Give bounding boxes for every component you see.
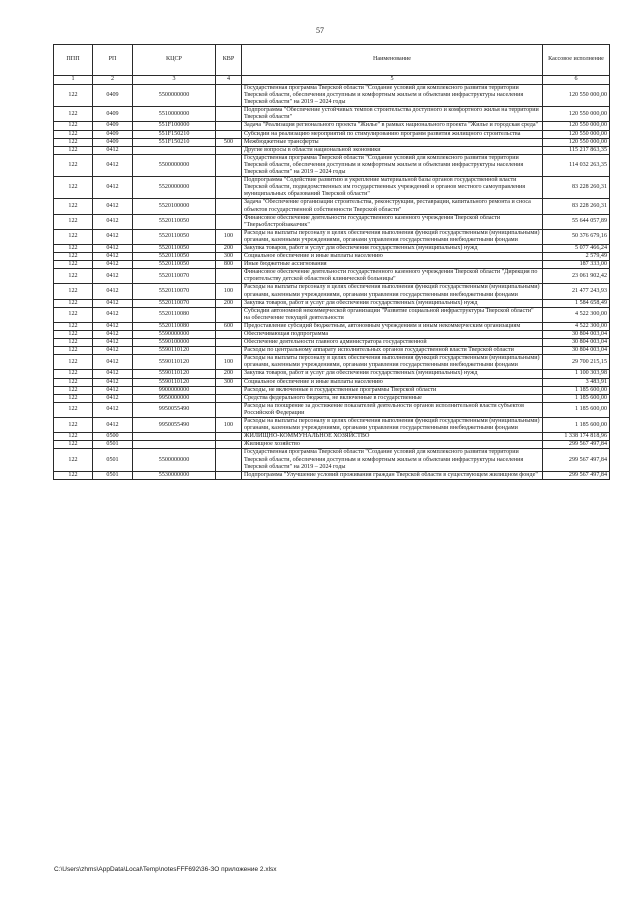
cell-kcsr: 5500000000 (133, 154, 216, 176)
table-row (54, 433, 610, 441)
cell-name: Субсидии на реализацию мероприятий по стимулированию программ развития жилищного строительства (242, 130, 543, 138)
cell-rp: 0412 (93, 331, 133, 339)
cell-amount: 120 550 000,00 (543, 130, 610, 138)
cell-kcsr: 5590110120 (133, 355, 216, 370)
table-row (54, 253, 610, 261)
cell-ppp: 122 (54, 269, 93, 284)
cell-kcsr: 5520110050 (133, 253, 216, 261)
cell-kcsr (133, 433, 216, 441)
budget-table (53, 44, 610, 480)
cell-amount: 83 228 260,31 (543, 199, 610, 214)
table-row (54, 471, 610, 479)
cell-amount: 4 522 300,00 (543, 322, 610, 330)
cell-kvr (216, 449, 242, 471)
cell-kcsr: 5590110120 (133, 378, 216, 386)
cell-name: Расходы на выплаты персоналу в целях обеспечения выполнения функций государственными (муниципальными) органами, казенными учреждениями, органами управления государственными внебюджетными фондами (242, 284, 543, 299)
cell-kcsr: 5500000000 (133, 85, 216, 107)
cell-kvr: 100 (216, 418, 242, 433)
cell-kvr: 600 (216, 322, 242, 330)
cell-amount: 29 700 215,15 (543, 355, 610, 370)
cell-kvr (216, 199, 242, 214)
cell-rp: 0412 (93, 386, 133, 394)
cell-kcsr: 5500000000 (133, 449, 216, 471)
cell-name: Социальное обеспечение и иные выплаты населению (242, 253, 543, 261)
cell-kcsr: 5520110080 (133, 322, 216, 330)
cell-amount: 30 804 003,04 (543, 347, 610, 355)
cell-name: Предоставление субсидий бюджетным, автономным учреждениям и иным некоммерческим организациям (242, 322, 543, 330)
table-row (54, 269, 610, 284)
cell-rp: 0412 (93, 299, 133, 307)
cell-amount: 299 567 497,84 (543, 441, 610, 449)
cell-kcsr: 551F150210 (133, 138, 216, 146)
table-row (54, 441, 610, 449)
cell-kcsr: 9950000000 (133, 394, 216, 402)
cell-ppp: 122 (54, 130, 93, 138)
table-row (54, 177, 610, 199)
cell-name: Закупка товаров, работ и услуг для обеспечения государственных (муниципальных) нужд (242, 299, 543, 307)
cell-amount: 2 579,49 (543, 253, 610, 261)
header-name: Наименование (242, 45, 543, 76)
cell-kvr (216, 122, 242, 130)
header-ppp: ППП (54, 45, 93, 76)
cell-ppp: 122 (54, 214, 93, 229)
cell-ppp: 122 (54, 85, 93, 107)
cell-kcsr: 551F150210 (133, 130, 216, 138)
cell-rp: 0412 (93, 284, 133, 299)
cell-kvr (216, 347, 242, 355)
cell-name: Обеспечивающая подпрограмма (242, 331, 543, 339)
cell-name: Финансовое обеспечение деятельности государственного казенного учреждения Тверской области "Тверьоблстройзаказчик" (242, 214, 543, 229)
table-row (54, 229, 610, 244)
cell-kcsr: 5520110050 (133, 229, 216, 244)
table-row (54, 378, 610, 386)
cell-amount: 120 550 000,00 (543, 85, 610, 107)
table-row (54, 244, 610, 252)
cell-kvr: 300 (216, 253, 242, 261)
cell-rp: 0500 (93, 433, 133, 441)
cell-kcsr: 551F100000 (133, 122, 216, 130)
cell-rp: 0412 (93, 199, 133, 214)
cell-name: Закупка товаров, работ и услуг для обеспечения государственных (муниципальных) нужд (242, 370, 543, 378)
page-number: 57 (316, 26, 324, 35)
cell-name: Иные бюджетные ассигнования (242, 261, 543, 269)
cell-amount: 120 550 000,00 (543, 138, 610, 146)
cell-rp: 0409 (93, 85, 133, 107)
cell-rp: 0412 (93, 418, 133, 433)
cell-name: Государственная программа Тверской области "Создание условий для комплексного развития территории Тверской области, обеспечения доступным и комфортным жильем и объектами инфраструктуры населения Тверской области" на 2019 – 2024 годы (242, 154, 543, 176)
cell-kvr (216, 85, 242, 107)
cell-ppp: 122 (54, 386, 93, 394)
table-row (54, 402, 610, 417)
cell-amount: 3 483,91 (543, 378, 610, 386)
cell-amount: 1 185 600,00 (543, 418, 610, 433)
table-row (54, 386, 610, 394)
cell-kvr: 200 (216, 299, 242, 307)
cell-kvr (216, 154, 242, 176)
cell-amount: 30 804 003,04 (543, 339, 610, 347)
cell-amount: 1 185 600,00 (543, 386, 610, 394)
cell-rp: 0412 (93, 394, 133, 402)
cell-kvr (216, 307, 242, 322)
cell-kvr: 500 (216, 138, 242, 146)
cell-ppp: 122 (54, 177, 93, 199)
cell-name: Расходы на выплаты персоналу в целях обеспечения выполнения функций государственными (муниципальными) органами, казенными учреждениями, органами управления государственными внебюджетными фондами (242, 418, 543, 433)
cell-kvr: 200 (216, 244, 242, 252)
table-row (54, 449, 610, 471)
cell-kvr (216, 402, 242, 417)
cell-name: Финансовое обеспечение деятельности государственного казенного учреждения Тверской области "Дирекция по строительству детской областной клинической больницы" (242, 269, 543, 284)
cell-kvr (216, 177, 242, 199)
cell-kcsr: 9900000000 (133, 386, 216, 394)
table-row (54, 299, 610, 307)
cell-name: Подпрограмма "Содействие развитию и укрепление материальной базы органов государственной власти Тверской области, подведомственных им государственных учреждений и органов местного самоуправления муниципальных образований Тверской области" (242, 177, 543, 199)
cell-amount: 1 100 303,98 (543, 370, 610, 378)
cell-ppp: 122 (54, 122, 93, 130)
cell-kvr: 100 (216, 229, 242, 244)
cell-amount: 1 338 174 818,96 (543, 433, 610, 441)
cell-ppp: 122 (54, 347, 93, 355)
cell-ppp: 122 (54, 433, 93, 441)
cell-amount: 1 185 600,00 (543, 402, 610, 417)
cell-rp: 0409 (93, 107, 133, 122)
cell-amount: 4 522 300,00 (543, 307, 610, 322)
cell-kcsr: 5520110050 (133, 214, 216, 229)
footer-file-path: C:\Users\zhms\AppData\Local\Temp\notesFFF692\36-ЗО приложение 2.xlsx (54, 866, 277, 873)
cell-kcsr: 5520110070 (133, 299, 216, 307)
cell-name: Подпрограмма "Обеспечение устойчивых темпов строительства доступного и комфортного жилья на территории Тверской области" (242, 107, 543, 122)
cell-rp: 0412 (93, 355, 133, 370)
cell-kvr (216, 107, 242, 122)
cell-kvr (216, 386, 242, 394)
cell-kcsr: 9950055490 (133, 402, 216, 417)
cell-ppp: 122 (54, 284, 93, 299)
table-row (54, 130, 610, 138)
table-row (54, 322, 610, 330)
cell-name: Расходы по центральному аппарату исполнительных органов государственной власти Тверской области (242, 347, 543, 355)
cell-rp: 0501 (93, 449, 133, 471)
cell-kvr: 200 (216, 370, 242, 378)
cell-amount: 299 567 497,84 (543, 471, 610, 479)
cell-rp: 0409 (93, 130, 133, 138)
cell-name: Расходы на поощрение за достижение показателей деятельности органов исполнительной власти субъектов Российской Федерации (242, 402, 543, 417)
table-row (54, 154, 610, 176)
cell-name: Другие вопросы в области национальной экономики (242, 146, 543, 154)
cell-name: Социальное обеспечение и иные выплаты населению (242, 378, 543, 386)
cell-kvr (216, 269, 242, 284)
cell-kvr: 800 (216, 261, 242, 269)
cell-rp: 0412 (93, 322, 133, 330)
table-row (54, 261, 610, 269)
cell-name: ЖИЛИЩНО-КОММУНАЛЬНОЕ ХОЗЯЙСТВО (242, 433, 543, 441)
cell-kcsr: 5520110050 (133, 244, 216, 252)
cell-ppp: 122 (54, 138, 93, 146)
cell-kcsr: 5510000000 (133, 107, 216, 122)
cell-kcsr (133, 441, 216, 449)
cell-ppp: 122 (54, 331, 93, 339)
cell-kvr (216, 394, 242, 402)
cell-kcsr (133, 146, 216, 154)
cell-rp: 0412 (93, 269, 133, 284)
cell-amount: 30 804 003,04 (543, 331, 610, 339)
cell-kcsr: 5530000000 (133, 471, 216, 479)
cell-name: Подпрограмма "Улучшение условий проживания граждан Тверской области в существующем жилищном фонде" (242, 471, 543, 479)
cell-amount: 114 032 263,35 (543, 154, 610, 176)
cell-kcsr: 5520110070 (133, 269, 216, 284)
cell-amount: 120 550 000,00 (543, 107, 610, 122)
cell-ppp: 122 (54, 322, 93, 330)
cell-amount: 83 228 260,31 (543, 177, 610, 199)
cell-kvr (216, 146, 242, 154)
cell-ppp: 122 (54, 107, 93, 122)
cell-name: Государственная программа Тверской области "Создание условий для комплексного развития территории Тверской области, обеспечения доступным и комфортным жильем и объектами инфраструктуры населения Тверской области" на 2019 – 2024 годы (242, 449, 543, 471)
cell-kvr: 100 (216, 355, 242, 370)
cell-ppp: 122 (54, 370, 93, 378)
cell-ppp: 122 (54, 449, 93, 471)
cell-rp: 0412 (93, 229, 133, 244)
column-number: 2 (93, 76, 133, 85)
table-row (54, 355, 610, 370)
cell-ppp: 122 (54, 339, 93, 347)
header-row (54, 45, 610, 76)
cell-ppp: 122 (54, 154, 93, 176)
cell-name: Расходы на выплаты персоналу в целях обеспечения выполнения функций государственными (муниципальными) органами, казенными учреждениями, органами управления государственными внебюджетными фондами (242, 355, 543, 370)
cell-ppp: 122 (54, 471, 93, 479)
cell-kvr (216, 214, 242, 229)
cell-ppp: 122 (54, 299, 93, 307)
cell-name: Жилищное хозяйство (242, 441, 543, 449)
cell-amount: 55 644 057,89 (543, 214, 610, 229)
cell-amount: 23 061 902,42 (543, 269, 610, 284)
cell-rp: 0412 (93, 146, 133, 154)
table-row (54, 394, 610, 402)
column-number: 3 (133, 76, 216, 85)
cell-ppp: 122 (54, 418, 93, 433)
cell-rp: 0501 (93, 441, 133, 449)
cell-name: Расходы, не включенные в государственные программы Тверской области (242, 386, 543, 394)
cell-name: Государственная программа Тверской области "Создание условий для комплексного развития территории Тверской области, обеспечения доступным и комфортным жильем и объектами инфраструктуры населения Тверской области" на 2019 – 2024 годы (242, 85, 543, 107)
cell-kvr (216, 339, 242, 347)
table-row (54, 146, 610, 154)
table-row (54, 331, 610, 339)
cell-kvr: 100 (216, 284, 242, 299)
cell-ppp: 122 (54, 253, 93, 261)
table-row (54, 370, 610, 378)
column-number: 6 (543, 76, 610, 85)
cell-name: Средства федерального бюджета, не включенные в государственные (242, 394, 543, 402)
cell-ppp: 122 (54, 378, 93, 386)
cell-rp: 0412 (93, 154, 133, 176)
cell-rp: 0412 (93, 214, 133, 229)
cell-amount: 115 217 863,35 (543, 146, 610, 154)
cell-kvr (216, 433, 242, 441)
cell-rp: 0412 (93, 244, 133, 252)
header-amount: Кассовое исполнение (543, 45, 610, 76)
cell-kvr (216, 130, 242, 138)
cell-kcsr: 5590000000 (133, 331, 216, 339)
cell-kcsr: 5520110070 (133, 284, 216, 299)
cell-ppp: 122 (54, 229, 93, 244)
cell-ppp: 122 (54, 146, 93, 154)
cell-kcsr: 5520000000 (133, 177, 216, 199)
table-row (54, 85, 610, 107)
column-number-row (54, 76, 610, 85)
cell-amount: 1 584 658,49 (543, 299, 610, 307)
cell-ppp: 122 (54, 394, 93, 402)
table-row (54, 339, 610, 347)
cell-ppp: 122 (54, 244, 93, 252)
column-number: 5 (242, 76, 543, 85)
header-kcsr: КЦСР (133, 45, 216, 76)
cell-ppp: 122 (54, 261, 93, 269)
cell-kcsr: 9950055490 (133, 418, 216, 433)
cell-kvr (216, 331, 242, 339)
cell-kcsr: 5520110050 (133, 261, 216, 269)
cell-ppp: 122 (54, 441, 93, 449)
cell-name: Расходы на выплаты персоналу в целях обеспечения выполнения функций государственными (муниципальными) органами, казенными учреждениями, органами управления государственными внебюджетными фондами (242, 229, 543, 244)
cell-ppp: 122 (54, 355, 93, 370)
cell-rp: 0412 (93, 339, 133, 347)
cell-amount: 50 376 679,16 (543, 229, 610, 244)
cell-name: Обеспечение деятельности главного администратора государственной (242, 339, 543, 347)
cell-ppp: 122 (54, 307, 93, 322)
cell-amount: 1 185 600,00 (543, 394, 610, 402)
column-number: 1 (54, 76, 93, 85)
cell-rp: 0412 (93, 307, 133, 322)
cell-name: Задача "Реализация регионального проекта "Жилье" в рамках национального проекта "Жилье и городская среда" (242, 122, 543, 130)
cell-kcsr: 5590110120 (133, 347, 216, 355)
table-row (54, 138, 610, 146)
cell-name: Задача "Обеспечение организации строительства, реконструкции, реставрации, капитального ремонта и сноса объектов государственной собственности Тверской области" (242, 199, 543, 214)
cell-ppp: 122 (54, 402, 93, 417)
table-row (54, 107, 610, 122)
cell-kvr (216, 471, 242, 479)
cell-ppp: 122 (54, 199, 93, 214)
cell-rp: 0412 (93, 261, 133, 269)
cell-amount: 120 550 000,00 (543, 122, 610, 130)
table-row (54, 122, 610, 130)
cell-rp: 0412 (93, 370, 133, 378)
cell-rp: 0412 (93, 378, 133, 386)
header-rp: РП (93, 45, 133, 76)
cell-rp: 0409 (93, 138, 133, 146)
column-number: 4 (216, 76, 242, 85)
cell-rp: 0501 (93, 471, 133, 479)
table-row (54, 284, 610, 299)
cell-amount: 21 477 243,93 (543, 284, 610, 299)
cell-amount: 5 077 466,24 (543, 244, 610, 252)
table-row (54, 199, 610, 214)
cell-amount: 187 333,00 (543, 261, 610, 269)
header-kvr: КВР (216, 45, 242, 76)
cell-name: Межбюджетные трансферты (242, 138, 543, 146)
cell-rp: 0409 (93, 122, 133, 130)
cell-rp: 0412 (93, 177, 133, 199)
cell-rp: 0412 (93, 253, 133, 261)
cell-amount: 299 567 497,84 (543, 449, 610, 471)
cell-kcsr: 5520110080 (133, 307, 216, 322)
table-row (54, 418, 610, 433)
cell-name: Закупка товаров, работ и услуг для обеспечения государственных (муниципальных) нужд (242, 244, 543, 252)
cell-kcsr: 5590100000 (133, 339, 216, 347)
table-row (54, 307, 610, 322)
cell-kcsr: 5590110120 (133, 370, 216, 378)
cell-name: Субсидии автономной некоммерческой организации "Развитие социальной инфраструктуры Тверской области" на обеспечение текущей деятельности (242, 307, 543, 322)
cell-rp: 0412 (93, 402, 133, 417)
cell-kcsr: 5520100000 (133, 199, 216, 214)
table-row (54, 214, 610, 229)
cell-kvr (216, 441, 242, 449)
cell-rp: 0412 (93, 347, 133, 355)
table-row (54, 347, 610, 355)
cell-kvr: 300 (216, 378, 242, 386)
